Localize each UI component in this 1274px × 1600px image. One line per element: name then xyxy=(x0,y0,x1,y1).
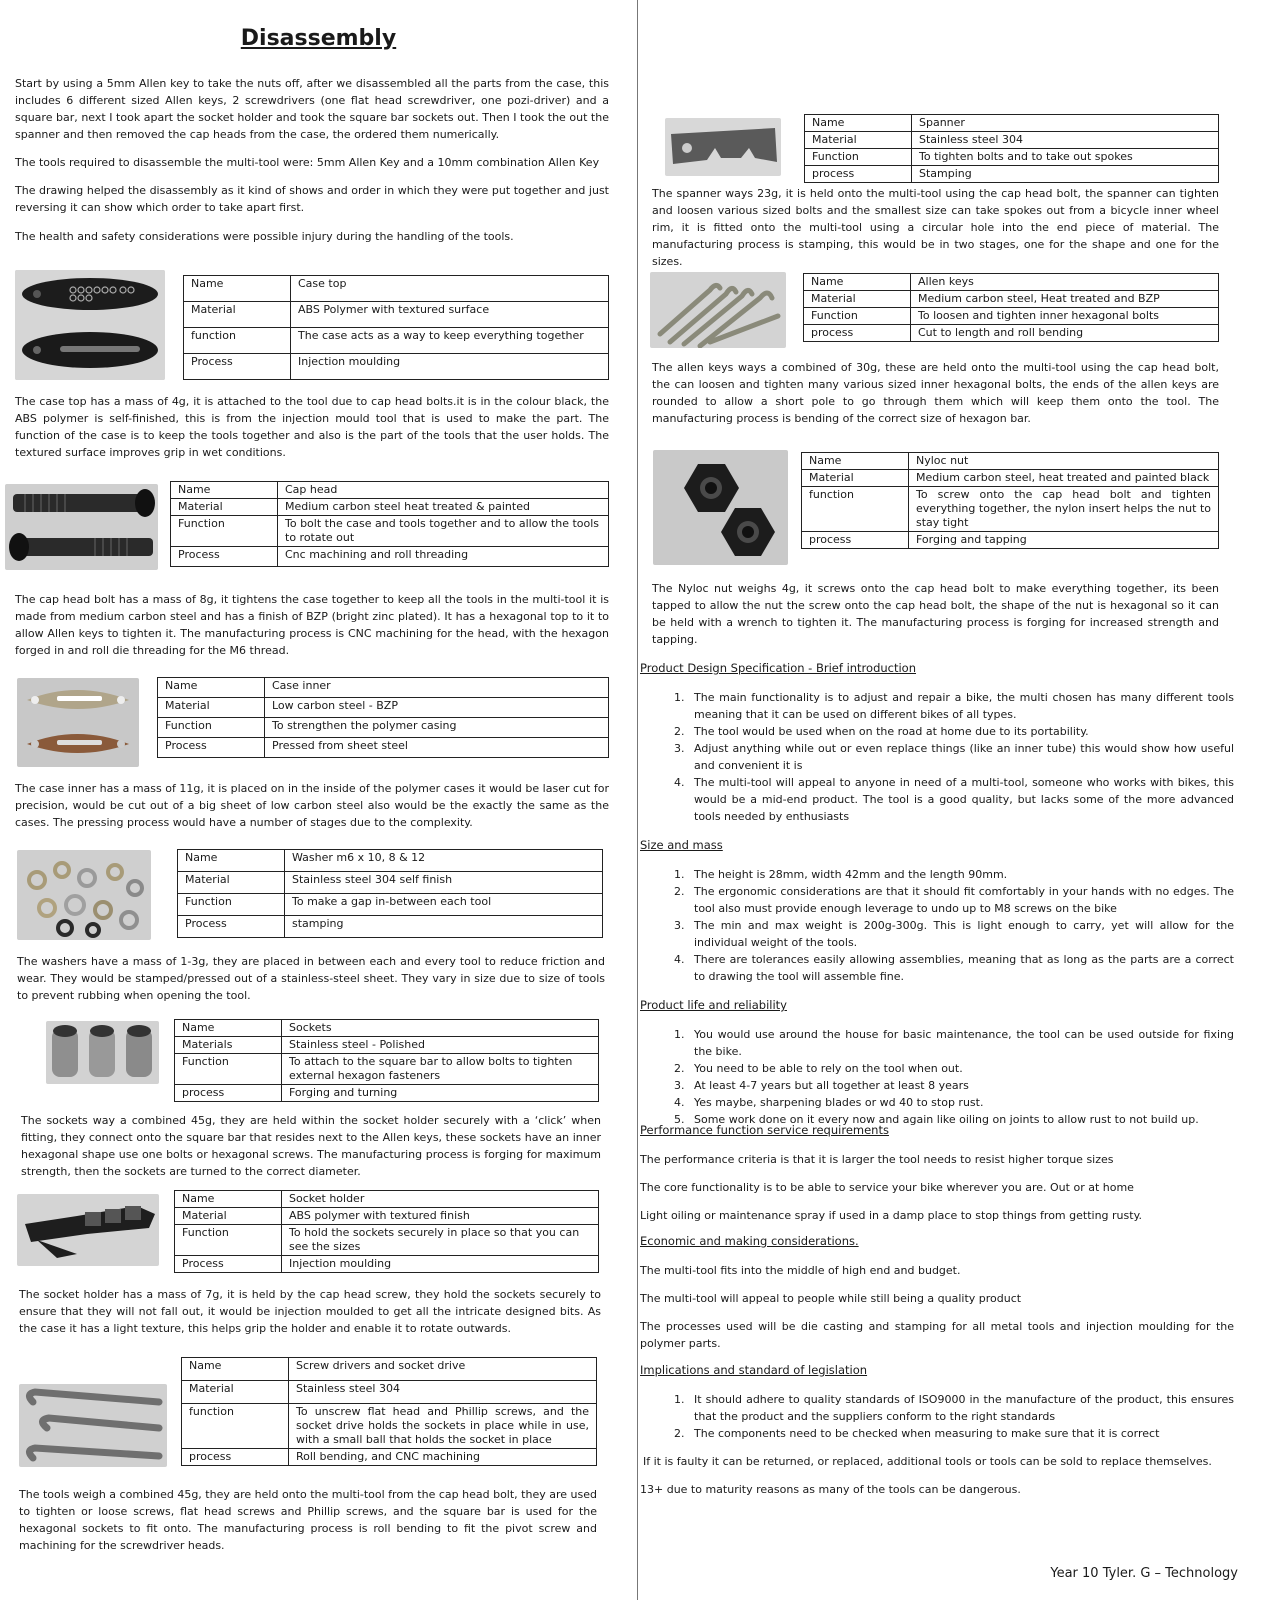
list-item: 4. There are tolerances easily allowing assemblies, meaning that as long as the parts are a correct to drawing the tool will assemble fine. xyxy=(688,951,1234,985)
list-item: 4. Yes maybe, sharpening blades or wd 40 to stop rust. xyxy=(688,1094,1234,1111)
table-row xyxy=(175,1085,599,1102)
table-cell: Name xyxy=(184,276,291,302)
list-item: 1. The main functionality is to adjust and repair a bike, the multi chosen has many different tools meaning that it can be used on different bikes of all types. xyxy=(688,689,1234,723)
table-row xyxy=(171,482,609,499)
table-row xyxy=(184,276,609,302)
table-cell: Cut to length and roll bending xyxy=(911,325,1219,342)
table-cell: Name xyxy=(175,1191,282,1208)
list-item: 1. You would use around the house for basic maintenance, the tool can be used outside for fixing the bike. xyxy=(688,1026,1234,1060)
table-cell: Name xyxy=(182,1358,289,1381)
table-cell: Stainless steel 304 xyxy=(289,1381,597,1404)
table-cell: Material xyxy=(178,872,285,894)
table-cell: Materials xyxy=(175,1037,282,1054)
table-cell: Process xyxy=(175,1256,282,1273)
table-row xyxy=(178,872,603,894)
table-row xyxy=(158,698,609,718)
table-row xyxy=(184,328,609,354)
table-row xyxy=(158,678,609,698)
screwdrivers-description: The tools weigh a combined 45g, they are held onto the multi-tool from the cap head bolt, they are used to tighten or loose screws, flat head screws and Phillip screws, and the square bar is used for the hexagonal sockets to fit onto. The manufacturing process is roll bending to fit the pivot screw and machining for the screwdriver heads. xyxy=(19,1488,597,1552)
screwdrivers-spec-table xyxy=(181,1357,597,1466)
table-cell: To screw onto the cap head bolt and tighten everything together, the nylon insert helps the nut to stay tight xyxy=(909,487,1219,532)
economic-paragraph-1: The multi-tool fits into the middle of high end and budget. xyxy=(640,1264,961,1277)
table-row xyxy=(171,499,609,516)
table-cell: Roll bending, and CNC machining xyxy=(289,1449,597,1466)
table-cell: To make a gap in-between each tool xyxy=(285,894,603,916)
table-cell: process xyxy=(175,1085,282,1102)
table-cell: Case inner xyxy=(265,678,609,698)
table-row xyxy=(175,1020,599,1037)
cap-head-description: The cap head bolt has a mass of 8g, it tightens the case together to keep all the tools in the multi-tool it is made from medium carbon steel and has a finish of BZP (bright zinc plated). It has a hexagonal top to it to allow Allen keys to tighten it. The manufacturing process is CNC machining for the head, with the hexagon forged in and roll die threading for the M6 thread. xyxy=(15,593,609,657)
list-item: 3. The min and max weight is 200g-300g. This is light enough to carry, yet will allow for the individual weight of the tools. xyxy=(688,917,1234,951)
table-cell: To unscrew flat head and Phillip screws, and the socket drive holds the sockets in place while in use, with a small ball that holds the socket in place xyxy=(289,1404,597,1449)
table-row xyxy=(804,325,1219,342)
case-inner-spec-table xyxy=(157,677,609,758)
table-cell: Cap head xyxy=(278,482,609,499)
list-item: 2. The components need to be checked when measuring to make sure that it is correct xyxy=(688,1425,1234,1442)
table-cell: Process xyxy=(178,916,285,938)
table-row xyxy=(184,354,609,380)
table-cell: function xyxy=(802,487,909,532)
table-row xyxy=(175,1256,599,1273)
table-row xyxy=(802,532,1219,549)
case-inner-description: The case inner has a mass of 11g, it is placed on in the inside of the polymer cases it would be laser cut for precision, would be cut out of a big sheet of low carbon steel also would be the exactly the same as the cases. The pressing process would have a number of stages due to the complexity. xyxy=(15,782,609,829)
table-cell: Material xyxy=(184,302,291,328)
nyloc-nut-spec-table xyxy=(801,452,1219,549)
table-cell: Name xyxy=(802,453,909,470)
table-cell: Material xyxy=(804,291,911,308)
table-row xyxy=(182,1449,597,1466)
list-item: 1. It should adhere to quality standards of ISO9000 in the manufacture of the product, this ensures that the product and the suppliers conform to the right standards xyxy=(688,1391,1234,1425)
list-item: 2. The ergonomic considerations are that it should fit comfortably in your hands with no edges. The tool also must provide enough leverage to undo up to M8 screws on the bike xyxy=(688,883,1234,917)
spanner-photo xyxy=(665,118,781,176)
table-cell: process xyxy=(804,325,911,342)
spanner-description: The spanner ways 23g, it is held onto the multi-tool using the cap head bolt, the spanner can tighten and loosen various sized bolts and the smallest size can take spokes out from a bicycle inner wheel rim, it is fitted onto the multi-tool using a circular hole into the end piece of material. The manufacturing process is stamping, this would be in two stages, one for the shape and one for the sizes. xyxy=(652,187,1219,268)
table-row xyxy=(171,516,609,547)
table-cell: Stainless steel 304 xyxy=(912,132,1219,149)
list-item: 2. You need to be able to rely on the tool when out. xyxy=(688,1060,1234,1077)
table-cell: function xyxy=(184,328,291,354)
table-cell: process xyxy=(805,166,912,183)
life-list xyxy=(640,1026,1234,1128)
table-cell: Stamping xyxy=(912,166,1219,183)
table-cell: Spanner xyxy=(912,115,1219,132)
table-cell: The case acts as a way to keep everything together xyxy=(291,328,609,354)
case-top-description: The case top has a mass of 4g, it is attached to the tool due to cap head bolts.it is in the colour black, the ABS polymer is self-finished, this is from the injection mould tool that is used to make the part. The function of the case is to keep the tools together and also is the part of the tools that the user holds. The textured surface improves grip in wet conditions. xyxy=(15,395,609,459)
pds-heading: Product Design Specification - Brief introduction xyxy=(640,661,917,675)
table-row xyxy=(805,132,1219,149)
spanner-spec-table xyxy=(804,114,1219,183)
legislation-paragraph-2: 13+ due to maturity reasons as many of the tools can be dangerous. xyxy=(640,1483,1021,1496)
table-cell: process xyxy=(182,1449,289,1466)
allen-keys-spec-table xyxy=(803,273,1219,342)
footer-author: Year 10 Tyler. G – Technology xyxy=(1050,1566,1238,1581)
table-cell: To loosen and tighten inner hexagonal bolts xyxy=(911,308,1219,325)
table-cell: Washer m6 x 10, 8 & 12 xyxy=(285,850,603,872)
list-item: 3. At least 4-7 years but all together at least 8 years xyxy=(688,1077,1234,1094)
table-row xyxy=(182,1381,597,1404)
legislation-list xyxy=(640,1391,1234,1442)
table-cell: Function xyxy=(805,149,912,166)
table-cell: Low carbon steel - BZP xyxy=(265,698,609,718)
table-cell: Material xyxy=(802,470,909,487)
intro-paragraph-2: The tools required to disassemble the multi-tool were: 5mm Allen Key and a 10mm combination Allen Key xyxy=(15,156,600,169)
table-cell: Medium carbon steel heat treated & painted xyxy=(278,499,609,516)
table-cell: Name xyxy=(171,482,278,499)
socket-holder-spec-table xyxy=(174,1190,599,1273)
table-cell: Stainless steel 304 self finish xyxy=(285,872,603,894)
table-cell: To tighten bolts and to take out spokes xyxy=(912,149,1219,166)
column-divider xyxy=(637,0,638,1600)
size-list xyxy=(640,866,1234,985)
list-item: 2. The tool would be used when on the road at home due to its portability. xyxy=(688,723,1234,740)
table-cell: Function xyxy=(804,308,911,325)
table-row xyxy=(178,916,603,938)
table-cell: Forging and tapping xyxy=(909,532,1219,549)
table-cell: Medium carbon steel, Heat treated and BZP xyxy=(911,291,1219,308)
cap-head-spec-table xyxy=(170,481,609,567)
table-row xyxy=(802,487,1219,532)
table-row xyxy=(175,1225,599,1256)
table-cell: Sockets xyxy=(282,1020,599,1037)
washers-photo xyxy=(17,850,151,940)
table-row xyxy=(175,1054,599,1085)
socket-holder-description: The socket holder has a mass of 7g, it is held by the cap head screw, they hold the sockets securely to ensure that they will not fall out, it would be injection moulded to get all the intricate designed bits. As the case it has a light texture, this helps grip the holder and enable it to rotate outwards. xyxy=(19,1288,601,1335)
performance-heading: Performance function service requirements xyxy=(640,1123,889,1137)
case-top-spec-table xyxy=(183,275,609,380)
table-cell: Case top xyxy=(291,276,609,302)
table-cell: Process xyxy=(171,547,278,567)
economic-heading: Economic and making considerations. xyxy=(640,1234,859,1248)
table-row xyxy=(171,547,609,567)
table-row xyxy=(175,1037,599,1054)
table-cell: Stainless steel - Polished xyxy=(282,1037,599,1054)
table-cell: ABS polymer with textured finish xyxy=(282,1208,599,1225)
table-row xyxy=(804,308,1219,325)
case-top-photo xyxy=(15,270,165,380)
table-cell: Name xyxy=(804,274,911,291)
table-cell: Material xyxy=(158,698,265,718)
table-row xyxy=(182,1404,597,1449)
table-cell: Function xyxy=(175,1054,282,1085)
table-cell: Injection moulding xyxy=(291,354,609,380)
table-row xyxy=(178,894,603,916)
list-item: 5. Some work done on it every now and again like oiling on joints to allow rust to not build up. xyxy=(688,1111,1234,1128)
table-row xyxy=(178,850,603,872)
table-cell: Forging and turning xyxy=(282,1085,599,1102)
page-title: Disassembly xyxy=(240,26,397,51)
legislation-paragraph-1: If it is faulty it can be returned, or replaced, additional tools or tools can be sold to replace themselves. xyxy=(643,1455,1212,1468)
table-cell: Material xyxy=(182,1381,289,1404)
intro-paragraph-3: The drawing helped the disassembly as it kind of shows and order in which they were put together and just reversing it can show which order to take apart first. xyxy=(15,184,609,214)
socket-holder-photo xyxy=(17,1194,159,1266)
life-heading: Product life and reliability xyxy=(640,998,787,1012)
table-cell: Injection moulding xyxy=(282,1256,599,1273)
table-row xyxy=(805,115,1219,132)
table-cell: To bolt the case and tools together and to allow the tools to rotate out xyxy=(278,516,609,547)
table-cell: Name xyxy=(178,850,285,872)
table-cell: Function xyxy=(158,718,265,738)
table-cell: Screw drivers and socket drive xyxy=(289,1358,597,1381)
table-row xyxy=(805,166,1219,183)
table-cell: Name xyxy=(175,1020,282,1037)
table-cell: Pressed from sheet steel xyxy=(265,738,609,758)
table-cell: Material xyxy=(805,132,912,149)
table-cell: Function xyxy=(175,1225,282,1256)
case-inner-photo xyxy=(17,678,139,767)
pds-list xyxy=(640,689,1234,825)
list-item: 4. The multi-tool will appeal to anyone in need of a multi-tool, someone who works with bikes, this would be a mid-end product. The tool is a good quality, but lacks some of the more advanced tools needed by enthusiasts xyxy=(688,774,1234,825)
table-row xyxy=(804,291,1219,308)
table-cell: ABS Polymer with textured surface xyxy=(291,302,609,328)
table-row xyxy=(802,470,1219,487)
size-heading: Size and mass xyxy=(640,838,723,852)
sockets-photo xyxy=(46,1021,159,1084)
screwdrivers-photo xyxy=(19,1384,167,1467)
intro-paragraph-1: Start by using a 5mm Allen key to take the nuts off, after we disassembled all the parts from the case, this includes 6 different sized Allen keys, 2 screwdrivers (one flat head screwdriver, one pozi-driver) and a square bar, next I took apart the socket holder and took the square bar sockets out. Then I took the out the spanner and then removed the cap heads from the case, the ordered them numerically. xyxy=(15,77,609,141)
table-row xyxy=(175,1191,599,1208)
intro-paragraph-4: The health and safety considerations were possible injury during the handling of the tools. xyxy=(15,230,514,243)
nyloc-nut-description: The Nyloc nut weighs 4g, it screws onto the cap head bolt to make everything together, its been tapped to allow the nut the screw onto the cap head bolt, the shape of the nut is hexagonal so it can be held with a wrench to tighten it. The manufacturing process is forging for increased strength and tapping. xyxy=(652,582,1219,646)
table-cell: To attach to the square bar to allow bolts to tighten external hexagon fasteners xyxy=(282,1054,599,1085)
list-item: 1. The height is 28mm, width 42mm and the length 90mm. xyxy=(688,866,1234,883)
table-cell: Allen keys xyxy=(911,274,1219,291)
table-row xyxy=(802,453,1219,470)
allen-keys-photo xyxy=(650,272,786,348)
table-cell: To hold the sockets securely in place so that you can see the sizes xyxy=(282,1225,599,1256)
economic-paragraph-2: The multi-tool will appeal to people while still being a quality product xyxy=(640,1292,1022,1305)
washers-description: The washers have a mass of 1-3g, they are placed in between each and every tool to reduce friction and wear. They would be stamped/pressed out of a stainless-steel sheet. They vary in size due to size of tools to prevent rubbing when opening the tool. xyxy=(17,955,605,1002)
nyloc-nut-photo xyxy=(653,450,788,565)
table-row xyxy=(184,302,609,328)
economic-paragraph-3: The processes used will be die casting and stamping for all metal tools and injection moulding for the polymer parts. xyxy=(640,1320,1234,1350)
legislation-heading: Implications and standard of legislation xyxy=(640,1363,868,1377)
table-cell: Name xyxy=(158,678,265,698)
table-row xyxy=(805,149,1219,166)
table-cell: Cnc machining and roll threading xyxy=(278,547,609,567)
table-cell: Function xyxy=(171,516,278,547)
table-cell: process xyxy=(802,532,909,549)
table-cell: Medium carbon steel, heat treated and painted black xyxy=(909,470,1219,487)
list-item: 3. Adjust anything while out or even replace things (like an inner tube) this would show how useful and convenient it is xyxy=(688,740,1234,774)
table-cell: To strengthen the polymer casing xyxy=(265,718,609,738)
table-cell: Socket holder xyxy=(282,1191,599,1208)
table-row xyxy=(175,1208,599,1225)
table-cell: Material xyxy=(171,499,278,516)
performance-paragraph-2: The core functionality is to be able to service your bike wherever you are. Out or at home xyxy=(640,1181,1134,1194)
table-cell: Nyloc nut xyxy=(909,453,1219,470)
washers-spec-table xyxy=(177,849,603,938)
table-cell: Material xyxy=(175,1208,282,1225)
table-cell: Name xyxy=(805,115,912,132)
table-row xyxy=(804,274,1219,291)
table-cell: Process xyxy=(158,738,265,758)
performance-paragraph-1: The performance criteria is that it is larger the tool needs to resist higher torque sizes xyxy=(640,1153,1114,1166)
sockets-description: The sockets way a combined 45g, they are held within the socket holder securely with a ‘click’ when fitting, they connect onto the square bar that resides next to the Allen keys, these sockets have an inner hexagonal shape use one bolts or hexagonal screws. The manufacturing process is forging for maximum strength, then the sockets are turned to the correct diameter. xyxy=(21,1114,601,1178)
table-cell: stamping xyxy=(285,916,603,938)
sockets-spec-table xyxy=(174,1019,599,1102)
allen-keys-description: The allen keys ways a combined of 30g, these are held onto the multi-tool using the cap head bolt, the can loosen and tighten many various sized inner hexagonal bolts, the ends of the allen keys are rounded to allow a short pole to go through them which will keep them onto the tool. The manufacturing process is bending of the correct size of hexagon bar. xyxy=(652,361,1219,425)
table-row xyxy=(158,718,609,738)
cap-head-photo xyxy=(5,484,158,570)
table-cell: Function xyxy=(178,894,285,916)
table-cell: function xyxy=(182,1404,289,1449)
performance-paragraph-3: Light oiling or maintenance spray if used in a damp place to stop things from getting rusty. xyxy=(640,1209,1143,1222)
table-row xyxy=(158,738,609,758)
table-row xyxy=(182,1358,597,1381)
table-cell: Process xyxy=(184,354,291,380)
